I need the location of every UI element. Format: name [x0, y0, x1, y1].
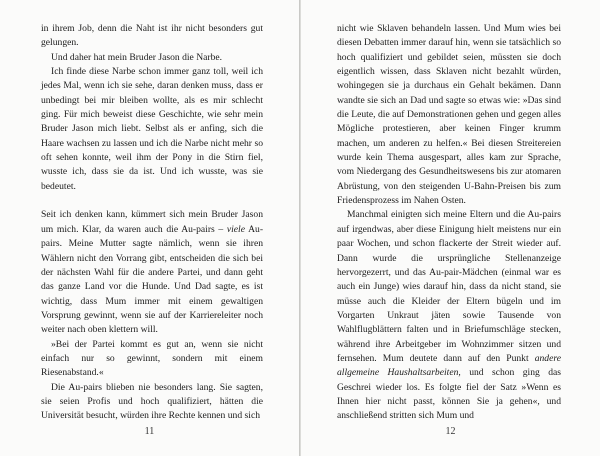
paragraph: Ich finde diese Narbe schon immer ganz toll, weil ich jedes Mal, wenn ich sie sehe, daran denken muss, dass er unbedingt bei mir bleiben wollte, als es mir schlecht ging. Für mich beweist diese Geschichte, wie sehr mein Bruder Jason mich liebt. Selbst als er anfing, sich die Haare wachsen zu lassen und ich die Narbe nicht mehr so oft sehen konnte, weil ihm der Pony in die Stirn fiel, wusste ich, dass sie da ist. Und ich wusste, was sie bedeutet.	[41, 66, 263, 192]
paragraph-text: Au-pairs. Meine Mutter sagte nämlich, wenn sie ihren Wählern nicht den Vorrang gibt, entscheiden die sich bei der nächsten Wahl für die andere Partei, und dann geht das ganze Land vor die Hunde. Und Dad sagte, es ist wichtig, dass Mum immer mit einem gewaltigen Vorsprung gewinnt, wenn sie auf der Karriereleiter noch weiter nach oben klettern will.	[41, 223, 264, 336]
page-number: 12	[445, 426, 456, 437]
paragraph-text: und schon ging das Geschrei wieder los. Es folgte fiel der Satz »Wenn es Ihnen hier nicht passt, können Sie ja gehen«, und anschließend stritten sich Mum und	[337, 367, 561, 422]
paragraph: Die Au-pairs blieben nie besonders lang. Sie sagten, sie seien Profis und hoch qualifiziert, hätten die Universität besucht, würden ihre Rechte kennen und sich	[41, 381, 263, 422]
paragraph: »Bei der Partei kommt es gut an, wenn sie nicht einfach nur so gewinnt, sondern mit einem Riesenabstand.«	[41, 338, 263, 379]
right-page-text	[337, 22, 561, 424]
emphasis-text: andere allgemeine Haushaltsarbeiten,	[337, 352, 561, 379]
paragraph: in ihrem Job, denn die Naht ist ihr nicht besonders gut gelungen.	[41, 23, 263, 49]
paragraph	[337, 208, 561, 423]
paragraph-text: Manchmal einigten sich meine Eltern und die Au-pairs auf irgendwas, aber diese Einigung hielt meistens nur ein paar Wochen, und schon flackerte der Streit wieder auf. Dann wurde die ursprüngliche Stellenanzeige hervorgezerrt, und das Au-pair-Mädchen (einmal war es auch ein Junge) wies darauf hin, dass da nicht stand, sie müsse auch die Kleider der Eltern bügeln und im Vorgarten Unkraut jäten sowie Tausende von Wahlflugblättern falten und in Briefumschläge stecken, während ihre Arbeitgeber im Wohnzimmer sitzen und fernsehen. Mum deutete dann auf den Punkt	[337, 209, 561, 364]
page-number: 11	[144, 426, 155, 437]
paragraph	[41, 208, 263, 337]
paragraph-text: Seit ich denken kann, kümmert sich mein Bruder Jason um mich. Klar, da waren auch die Au-pairs –	[41, 209, 263, 235]
paragraph: Und daher hat mein Bruder Jason die Narbe.	[51, 51, 223, 63]
emphasis-text: viele	[226, 223, 245, 235]
paragraph: nicht wie Sklaven behandeln lassen. Und Mum wies bei diesen Debatten immer darauf hin, wenn sie tatsächlich so hoch qualifiziert und gebildet seien, müssten sie doch eigentlich wissen, dass Sklaven nicht bezahlt würden, wohingegen sie ja durchaus ein Gehalt bekämen. Dann wandte sie sich an Dad und sagte so etwas wie: »Das sind die Leute, die auf Demonstrationen gehen und gegen alles Mögliche protestieren, aber keinen Finger krumm machen, um anderen zu helfen.« Bei diesen Streitereien wurde kein Thema ausgespart, alles kam zur Sprache, vom Niedergang des Gesundheitswesens bis zur atomaren Abrüstung, von den steigenden U-Bahn-Preisen bis zum Friedensprozess im Nahen Osten.	[337, 23, 561, 207]
right-page	[300, 0, 600, 456]
left-page-text	[41, 22, 263, 424]
